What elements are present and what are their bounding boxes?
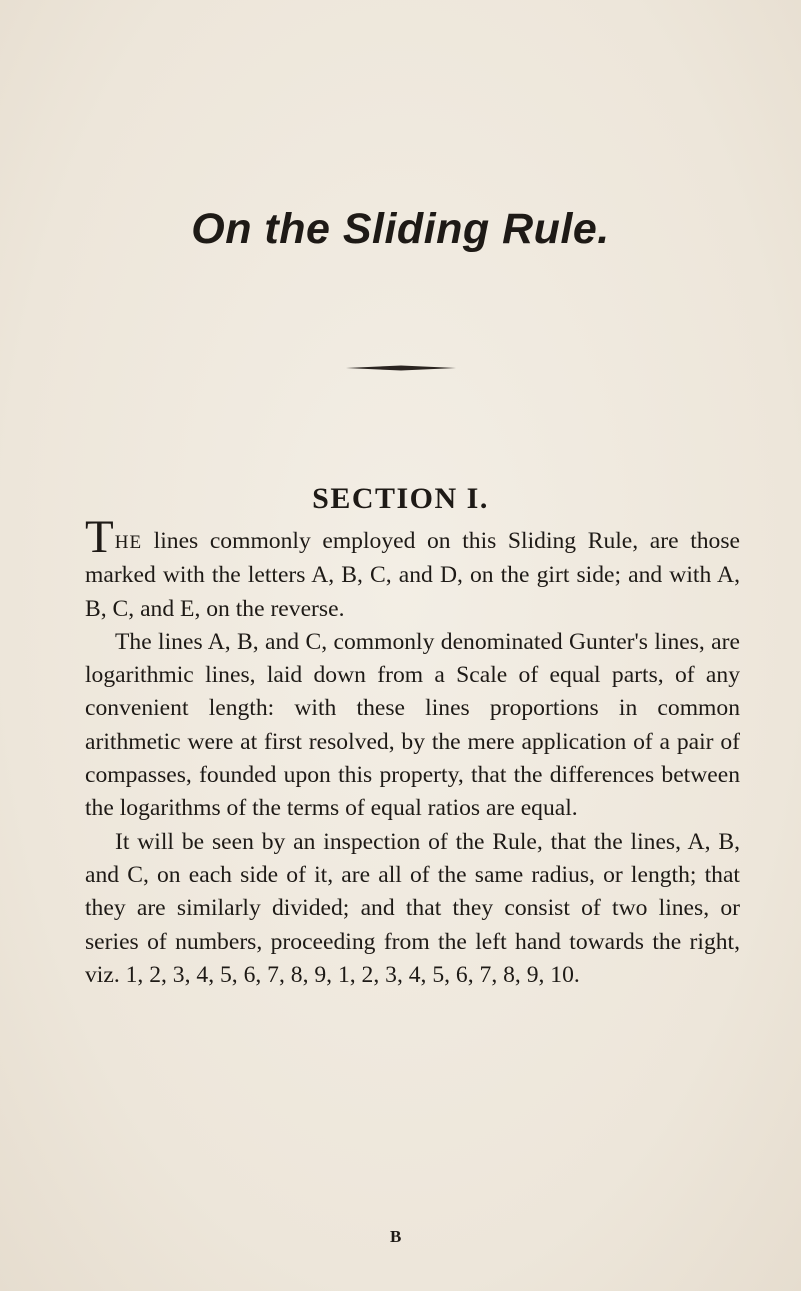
paragraph-2: The lines A, B, and C, commonly denominated Gunter's lines, are logarithmic lines, laid down from a Scale of equal parts, of any convenient length: with these lines proportions in common arithmetic were at first resolved, by the mere application of a pair of compasses, founded upon this property, that the differences between the logarithms of the terms of equal ratios are equal.: [85, 628, 740, 822]
drop-cap: T: [85, 511, 114, 563]
page-title: On the Sliding Rule.: [191, 205, 610, 253]
paragraph-1: [85, 511, 740, 626]
body-text: [85, 511, 740, 992]
section-heading: SECTION I.: [312, 482, 489, 515]
small-caps-word: HE: [114, 532, 143, 553]
ornamental-rule: [346, 365, 456, 371]
paragraph-3: It will be seen by an inspection of the Rule, that the lines, A, B, and C, on each side of it, are all of the same radius, or length; that they are similarly divided; and that they consist of two lines, or series of numbers, proceeding from the left hand towards the right, viz. 1, 2, 3, 4, 5, 6, 7, 8, 9, 1, 2, 3, 4, 5, 6, 7, 8, 9, 10.: [85, 828, 740, 988]
signature-mark: B: [390, 1227, 402, 1246]
paragraph-1-text: lines commonly employed on this Sliding Rule, are those marked with the letters A, B, C, and D, on the girt side; and with A, B, C, and E, on the reverse.: [85, 528, 740, 622]
